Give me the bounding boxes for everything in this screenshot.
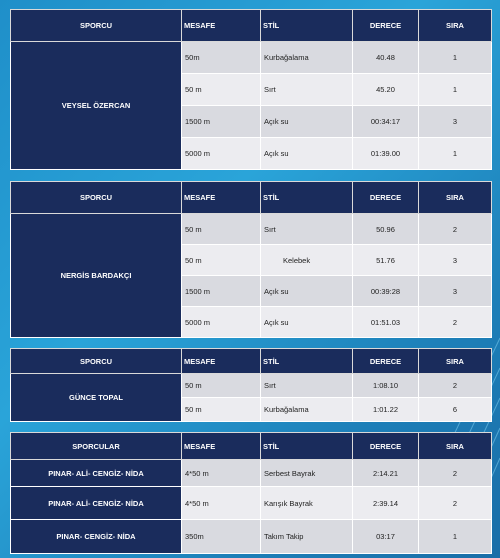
cell-sira: 2 [419, 487, 492, 520]
cell-sira: 6 [419, 398, 492, 422]
header-sira: SIRA [419, 433, 492, 460]
table-row [11, 42, 492, 74]
table-row [11, 487, 492, 520]
header-sporcu: SPORCU [11, 349, 182, 374]
cell-sira: 3 [419, 245, 492, 276]
cell-mesafe: 350m [182, 520, 261, 554]
header-stil: STİL [261, 10, 353, 42]
cell-stil: Kurbağalama [261, 42, 353, 74]
team-names: PINAR- ALİ- CENGİZ- NİDA [11, 460, 182, 487]
cell-derece: 2:14.21 [353, 460, 419, 487]
header-mesafe: MESAFE [182, 349, 261, 374]
header-stil: STİL [261, 349, 353, 374]
table-header-row [11, 433, 492, 460]
header-sira: SIRA [419, 349, 492, 374]
cell-mesafe: 1500 m [182, 276, 261, 307]
cell-stil: Açık su [261, 307, 353, 338]
cell-stil: Açık su [261, 106, 353, 138]
header-sporcu: SPORCU [11, 10, 182, 42]
header-mesafe: MESAFE [182, 433, 261, 460]
cell-sira: 2 [419, 374, 492, 398]
cell-derece: 01:39.00 [353, 138, 419, 170]
table-header-row [11, 349, 492, 374]
cell-sira: 3 [419, 106, 492, 138]
cell-sira: 1 [419, 74, 492, 106]
team-names: PINAR- CENGİZ- NİDA [11, 520, 182, 554]
cell-mesafe: 50 m [182, 374, 261, 398]
table-header-row [11, 10, 492, 42]
cell-derece: 1:01.22 [353, 398, 419, 422]
cell-mesafe: 50 m [182, 74, 261, 106]
table-row [11, 460, 492, 487]
header-sira: SIRA [419, 182, 492, 214]
header-stil: STİL [261, 433, 353, 460]
cell-mesafe: 50m [182, 42, 261, 74]
results-table-relay [10, 432, 492, 554]
cell-sira: 2 [419, 307, 492, 338]
header-derece: DERECE [353, 182, 419, 214]
cell-derece: 2:39.14 [353, 487, 419, 520]
header-sporcu: SPORCU [11, 182, 182, 214]
cell-stil: Serbest Bayrak [261, 460, 353, 487]
header-sira: SIRA [419, 10, 492, 42]
header-stil: STİL [261, 182, 353, 214]
results-table-gunce [10, 348, 492, 422]
cell-derece: 51.76 [353, 245, 419, 276]
cell-stil: Kurbağalama [261, 398, 353, 422]
cell-mesafe: 50 m [182, 398, 261, 422]
table-row [11, 214, 492, 245]
cell-stil: Takım Takip [261, 520, 353, 554]
cell-stil: Karışık Bayrak [261, 487, 353, 520]
cell-sira: 1 [419, 138, 492, 170]
cell-mesafe: 4*50 m [182, 487, 261, 520]
athlete-name: NERGİS BARDAKÇI [11, 214, 182, 338]
athlete-name: GÜNCE TOPAL [11, 374, 182, 422]
results-table-nergis [10, 181, 492, 338]
cell-mesafe: 4*50 m [182, 460, 261, 487]
header-mesafe: MESAFE [182, 182, 261, 214]
cell-derece: 45.20 [353, 74, 419, 106]
cell-mesafe: 1500 m [182, 106, 261, 138]
athlete-name: VEYSEL ÖZERCAN [11, 42, 182, 170]
header-mesafe: MESAFE [182, 10, 261, 42]
cell-mesafe: 5000 m [182, 138, 261, 170]
cell-derece: 1:08.10 [353, 374, 419, 398]
cell-derece: 00:39:28 [353, 276, 419, 307]
cell-stil: Açık su [261, 138, 353, 170]
cell-mesafe: 50 m [182, 214, 261, 245]
cell-derece: 03:17 [353, 520, 419, 554]
cell-sira: 2 [419, 460, 492, 487]
results-table-veysel [10, 9, 492, 170]
cell-derece: 40.48 [353, 42, 419, 74]
table-row [11, 374, 492, 398]
cell-stil: Sırt [261, 214, 353, 245]
cell-sira: 2 [419, 214, 492, 245]
table-row [11, 520, 492, 554]
team-names: PINAR- ALİ- CENGİZ- NİDA [11, 487, 182, 520]
cell-derece: 00:34:17 [353, 106, 419, 138]
header-derece: DERECE [353, 349, 419, 374]
cell-mesafe: 5000 m [182, 307, 261, 338]
header-derece: DERECE [353, 10, 419, 42]
cell-sira: 1 [419, 520, 492, 554]
cell-mesafe: 50 m [182, 245, 261, 276]
cell-stil: Sırt [261, 74, 353, 106]
header-sporcular: SPORCULAR [11, 433, 182, 460]
cell-stil: Kelebek [261, 245, 353, 276]
cell-sira: 1 [419, 42, 492, 74]
cell-derece: 50.96 [353, 214, 419, 245]
cell-derece: 01:51.03 [353, 307, 419, 338]
cell-sira: 3 [419, 276, 492, 307]
cell-stil: Açık su [261, 276, 353, 307]
cell-stil: Sırt [261, 374, 353, 398]
table-header-row [11, 182, 492, 214]
header-derece: DERECE [353, 433, 419, 460]
